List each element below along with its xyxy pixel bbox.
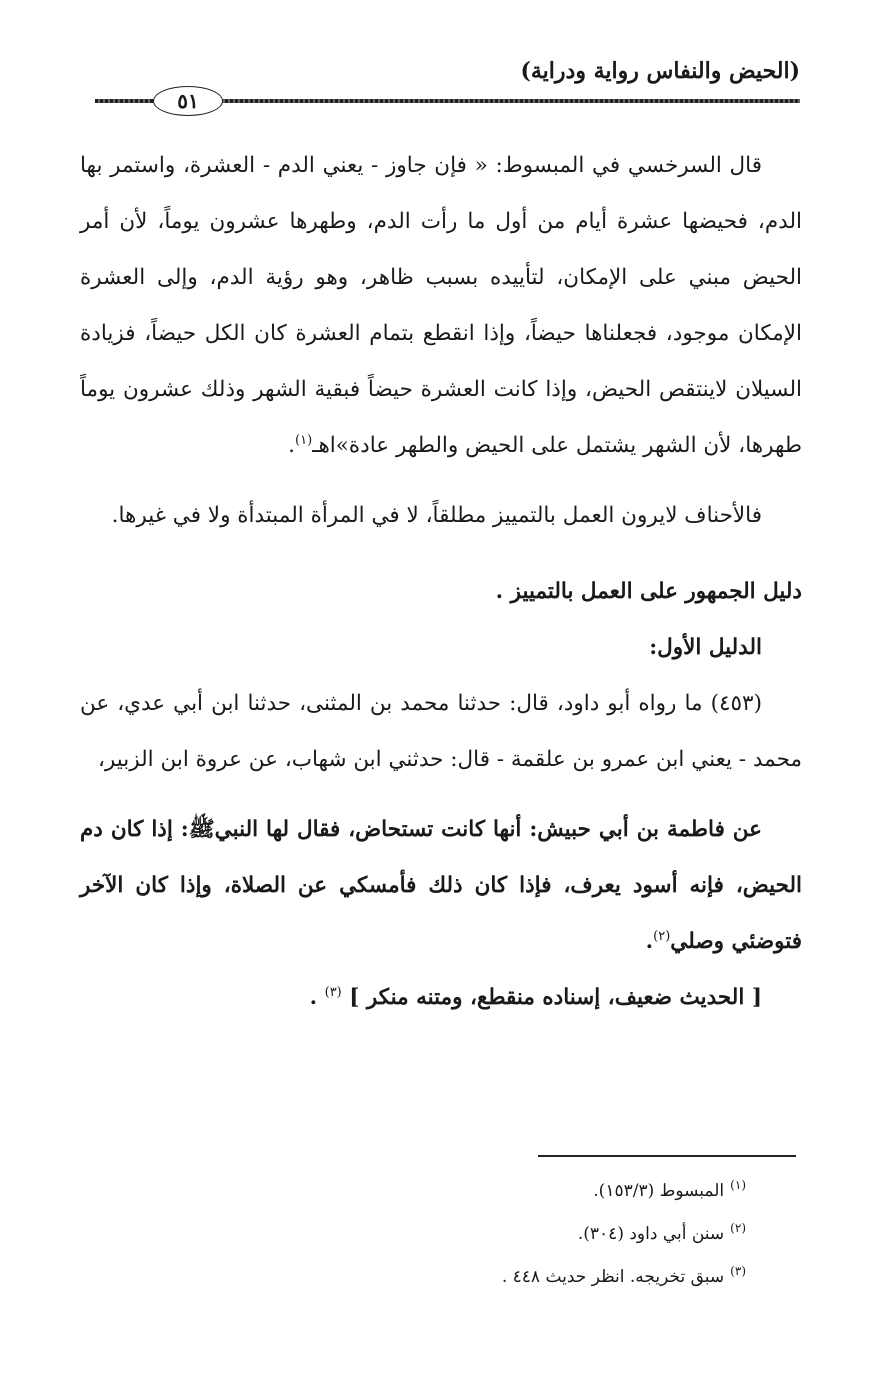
- paragraph-hanafi: فالأحناف لايرون العمل بالتمييز مطلقاً، لا في المرأة المبتدأة ولا في غيرها.: [111, 503, 762, 528]
- footnote-2: [300, 1213, 746, 1256]
- footnote-ref-1: (١): [295, 432, 313, 448]
- main-text: [80, 138, 802, 1026]
- footnote-mark: (٣): [730, 1264, 746, 1279]
- paragraph-text: قال السرخسي في المبسوط: « فإن جاوز - يعني الدم - العشرة، واستمر بها الدم، فحيضها عشرة أيام من أول ما رأت الدم، وطهرها عشرون يوماً، لأن أمر الحيض مبني على الإمكان، لتأييده بسبب ظاهر، وهو رؤية الدم، وإلى العشرة الإمكان موجود، فجعلناها حيضاً، وإذا انقطع بتمام العشرة كان الكل حيضاً، فزيادة السيلان لاينتقص الحيض، وإذا كانت العشرة حيضاً فبقية الشهر وذلك عشرون يوماً طهرها، لأن الشهر يشتمل على الحيض والطهر عادة»اهـ: [80, 153, 802, 458]
- paragraph-isnad: (٤٥٣) ما رواه أبو داود، قال: حدثنا محمد بن المثنى، حدثنا ابن أبي عدي، عن محمد - يعني ابن عمرو بن علقمة - قال: حدثني ابن شهاب، عن عروة ابن الزبير،: [80, 691, 802, 772]
- footnote-ref-3: (٣): [324, 984, 342, 1000]
- footnotes: [300, 1170, 746, 1299]
- hadith-end: .: [645, 929, 654, 954]
- footnote-text: المبسوط (١٥٣/٣).: [593, 1181, 725, 1201]
- footnote-ref-2: (٢): [653, 928, 671, 944]
- paragraph-sarakhsi-quote: [80, 138, 802, 474]
- footnote-text: سبق تخريجه. انظر حديث ٤٤٨ .: [501, 1267, 725, 1287]
- footnote-1: [300, 1170, 746, 1213]
- footnote-3: [300, 1256, 746, 1299]
- running-title: (الحيض والنفاس رواية ودراية): [520, 58, 800, 84]
- paragraph-end: .: [288, 433, 296, 458]
- paragraph-hadith: [80, 802, 802, 970]
- footnote-divider: [538, 1155, 796, 1157]
- footnote-mark: (٢): [730, 1221, 746, 1236]
- grade-end: .: [309, 985, 318, 1010]
- footnote-text: سنن أبي داود (٣٠٤).: [577, 1224, 725, 1244]
- page-number: ٥١: [153, 86, 223, 116]
- subsection-heading: الدليل الأول:: [649, 635, 762, 660]
- hadith-text: عن فاطمة بن أبي حبيش: أنها كانت تستحاض، فقال لها النبيﷺ: إذا كان دم الحيض، فإنه أسود يعرف، فإذا كان ذلك فأمسكي عن الصلاة، وإذا كان الآخر فتوضئي وصلي: [80, 817, 802, 954]
- page-header: [95, 58, 800, 118]
- hadith-grade: [80, 970, 802, 1026]
- section-heading: دليل الجمهور على العمل بالتمييز .: [495, 579, 802, 604]
- footnote-mark: (١): [730, 1178, 746, 1193]
- grade-text: [ الحديث ضعيف، إسناده منقطع، ومتنه منكر ]: [349, 985, 762, 1010]
